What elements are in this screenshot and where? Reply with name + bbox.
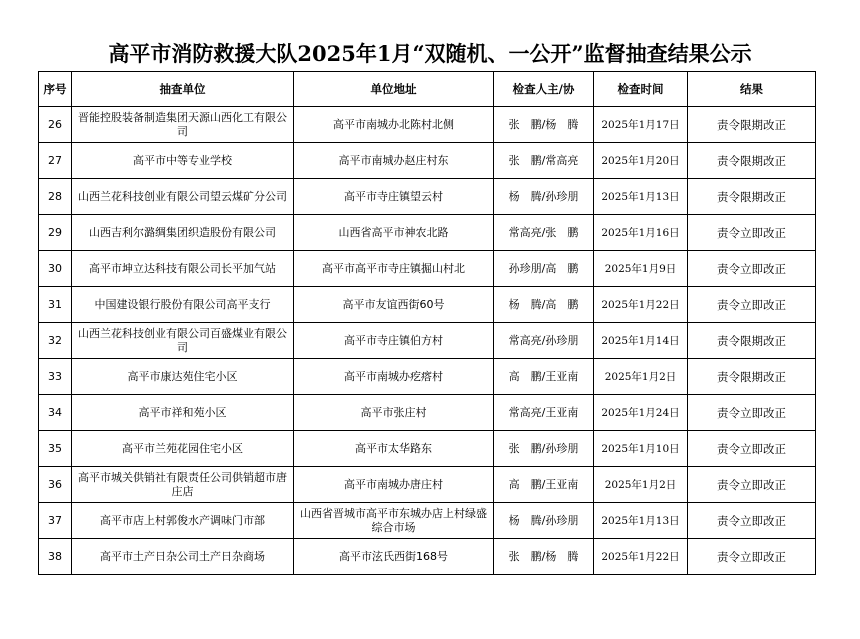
inspection-results-table bbox=[38, 71, 816, 575]
cell-unit: 高平市土产日杂公司土产日杂商场 bbox=[72, 539, 294, 575]
cell-inspectors: 杨 腾/孙珍朋 bbox=[494, 179, 594, 215]
cell-address: 高平市南城办赵庄村东 bbox=[294, 143, 494, 179]
cell-inspectors: 高 鹏/王亚南 bbox=[494, 359, 594, 395]
cell-inspectors: 孙珍朋/高 鹏 bbox=[494, 251, 594, 287]
cell-seq: 38 bbox=[39, 539, 72, 575]
cell-time: 2025年1月9日 bbox=[594, 251, 688, 287]
cell-time: 2025年1月22日 bbox=[594, 287, 688, 323]
cell-inspectors: 张 鹏/常高亮 bbox=[494, 143, 594, 179]
cell-seq: 30 bbox=[39, 251, 72, 287]
cell-unit: 高平市康达苑住宅小区 bbox=[72, 359, 294, 395]
page-title: 高平市消防救援大队2025年1月“双随机、一公开”监督抽查结果公示 bbox=[108, 41, 752, 66]
cell-inspectors: 张 鹏/孙珍朋 bbox=[494, 431, 594, 467]
table-row bbox=[39, 323, 816, 359]
cell-address: 高平市南城办疙瘩村 bbox=[294, 359, 494, 395]
table-header-row bbox=[39, 72, 816, 107]
cell-address: 高平市泫氏西街168号 bbox=[294, 539, 494, 575]
header-inspectors: 检查人主/协 bbox=[494, 72, 594, 107]
cell-address: 山西省晋城市高平市东城办店上村绿盛综合市场 bbox=[294, 503, 494, 539]
cell-result: 责令立即改正 bbox=[688, 251, 816, 287]
table-row bbox=[39, 179, 816, 215]
cell-seq: 37 bbox=[39, 503, 72, 539]
cell-result: 责令限期改正 bbox=[688, 107, 816, 143]
cell-time: 2025年1月16日 bbox=[594, 215, 688, 251]
cell-inspectors: 张 鹏/杨 腾 bbox=[494, 107, 594, 143]
cell-time: 2025年1月13日 bbox=[594, 179, 688, 215]
cell-time: 2025年1月10日 bbox=[594, 431, 688, 467]
cell-time: 2025年1月17日 bbox=[594, 107, 688, 143]
cell-address: 高平市南城办唐庄村 bbox=[294, 467, 494, 503]
cell-unit: 晋能控股装备制造集团天源山西化工有限公司 bbox=[72, 107, 294, 143]
cell-seq: 26 bbox=[39, 107, 72, 143]
cell-address: 高平市高平市寺庄镇掘山村北 bbox=[294, 251, 494, 287]
cell-unit: 高平市祥和苑小区 bbox=[72, 395, 294, 431]
cell-result: 责令限期改正 bbox=[688, 143, 816, 179]
cell-result: 责令立即改正 bbox=[688, 431, 816, 467]
cell-inspectors: 张 鹏/杨 腾 bbox=[494, 539, 594, 575]
cell-inspectors: 高 鹏/王亚南 bbox=[494, 467, 594, 503]
table-row bbox=[39, 431, 816, 467]
cell-address: 高平市寺庄镇望云村 bbox=[294, 179, 494, 215]
cell-result: 责令立即改正 bbox=[688, 467, 816, 503]
cell-unit: 高平市坤立达科技有限公司长平加气站 bbox=[72, 251, 294, 287]
cell-time: 2025年1月14日 bbox=[594, 323, 688, 359]
cell-unit: 高平市中等专业学校 bbox=[72, 143, 294, 179]
cell-time: 2025年1月2日 bbox=[594, 359, 688, 395]
cell-time: 2025年1月20日 bbox=[594, 143, 688, 179]
cell-address: 高平市友谊西街60号 bbox=[294, 287, 494, 323]
cell-seq: 27 bbox=[39, 143, 72, 179]
table-row bbox=[39, 287, 816, 323]
header-time: 检查时间 bbox=[594, 72, 688, 107]
cell-time: 2025年1月24日 bbox=[594, 395, 688, 431]
cell-address: 山西省高平市神农北路 bbox=[294, 215, 494, 251]
cell-seq: 34 bbox=[39, 395, 72, 431]
table-row bbox=[39, 503, 816, 539]
header-address: 单位地址 bbox=[294, 72, 494, 107]
header-unit: 抽查单位 bbox=[72, 72, 294, 107]
cell-address: 高平市太华路东 bbox=[294, 431, 494, 467]
table-row bbox=[39, 467, 816, 503]
cell-result: 责令立即改正 bbox=[688, 215, 816, 251]
cell-seq: 36 bbox=[39, 467, 72, 503]
cell-seq: 29 bbox=[39, 215, 72, 251]
cell-address: 高平市南城办北陈村北侧 bbox=[294, 107, 494, 143]
cell-time: 2025年1月2日 bbox=[594, 467, 688, 503]
cell-inspectors: 常高亮/孙珍朋 bbox=[494, 323, 594, 359]
cell-seq: 28 bbox=[39, 179, 72, 215]
cell-result: 责令立即改正 bbox=[688, 539, 816, 575]
table-row bbox=[39, 539, 816, 575]
cell-unit: 高平市兰苑花园住宅小区 bbox=[72, 431, 294, 467]
table-row bbox=[39, 215, 816, 251]
cell-time: 2025年1月13日 bbox=[594, 503, 688, 539]
cell-result: 责令限期改正 bbox=[688, 359, 816, 395]
cell-result: 责令限期改正 bbox=[688, 323, 816, 359]
cell-inspectors: 杨 腾/孙珍朋 bbox=[494, 503, 594, 539]
header-seq: 序号 bbox=[39, 72, 72, 107]
table-row bbox=[39, 395, 816, 431]
cell-unit: 高平市城关供销社有限责任公司供销超市唐庄店 bbox=[72, 467, 294, 503]
cell-inspectors: 常高亮/王亚南 bbox=[494, 395, 594, 431]
cell-unit: 山西兰花科技创业有限公司百盛煤业有限公司 bbox=[72, 323, 294, 359]
cell-address: 高平市张庄村 bbox=[294, 395, 494, 431]
cell-result: 责令立即改正 bbox=[688, 287, 816, 323]
table-row bbox=[39, 359, 816, 395]
cell-address: 高平市寺庄镇伯方村 bbox=[294, 323, 494, 359]
cell-seq: 33 bbox=[39, 359, 72, 395]
cell-unit: 中国建设银行股份有限公司高平支行 bbox=[72, 287, 294, 323]
cell-seq: 35 bbox=[39, 431, 72, 467]
table-row bbox=[39, 107, 816, 143]
cell-unit: 高平市店上村郭俊水产调味门市部 bbox=[72, 503, 294, 539]
cell-unit: 山西兰花科技创业有限公司望云煤矿分公司 bbox=[72, 179, 294, 215]
cell-seq: 32 bbox=[39, 323, 72, 359]
cell-result: 责令立即改正 bbox=[688, 395, 816, 431]
cell-inspectors: 杨 腾/高 鹏 bbox=[494, 287, 594, 323]
cell-result: 责令立即改正 bbox=[688, 503, 816, 539]
table-row bbox=[39, 143, 816, 179]
cell-seq: 31 bbox=[39, 287, 72, 323]
header-result: 结果 bbox=[688, 72, 816, 107]
cell-unit: 山西吉利尔潞绸集团织造股份有限公司 bbox=[72, 215, 294, 251]
cell-inspectors: 常高亮/张 鹏 bbox=[494, 215, 594, 251]
table-row bbox=[39, 251, 816, 287]
cell-result: 责令限期改正 bbox=[688, 179, 816, 215]
cell-time: 2025年1月22日 bbox=[594, 539, 688, 575]
